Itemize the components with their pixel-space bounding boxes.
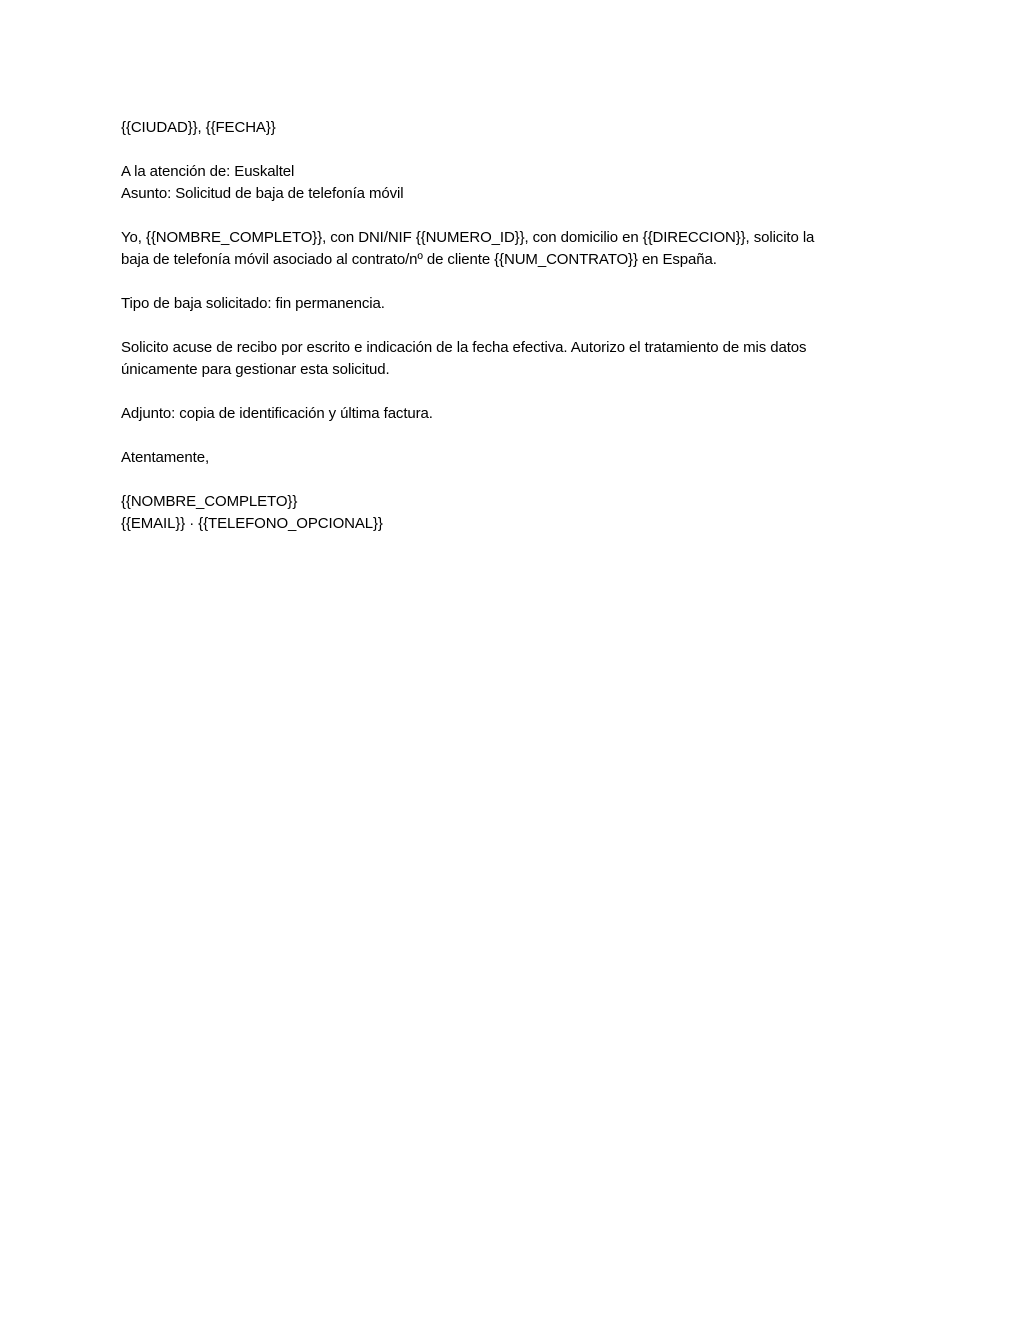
request-type-text: Tipo de baja solicitado: fin permanencia. (121, 295, 385, 312)
signature-block (121, 491, 900, 535)
attachments-paragraph (121, 403, 900, 425)
acknowledgement-line-1: Solicito acuse de recibo por escrito e indicación de la fecha efectiva. Autorizo el tratamiento de mis datos (121, 339, 807, 356)
signature-contact: {{EMAIL}} · {{TELEFONO_OPCIONAL}} (121, 515, 383, 532)
closing-text: Atentamente, (121, 449, 210, 466)
signature-name: {{NOMBRE_COMPLETO}} (121, 493, 298, 510)
attachments-text: Adjunto: copia de identificación y última factura. (121, 405, 433, 422)
subject-line: Asunto: Solicitud de baja de telefonía móvil (121, 185, 404, 202)
recipient-line: A la atención de: Euskaltel (121, 163, 295, 180)
dateline-paragraph (121, 117, 900, 139)
acknowledgement-line-2: únicamente para gestionar esta solicitud. (121, 361, 390, 378)
intro-paragraph (121, 227, 900, 271)
closing-paragraph (121, 447, 900, 469)
intro-line-2: baja de telefonía móvil asociado al contrato/nº de cliente {{NUM_CONTRATO}} en España. (121, 251, 717, 268)
dateline-text: {{CIUDAD}}, {{FECHA}} (121, 119, 276, 136)
intro-line-1: Yo, {{NOMBRE_COMPLETO}}, con DNI/NIF {{NUMERO_ID}}, con domicilio en {{DIRECCION}}, solicito la (121, 229, 815, 246)
recipient-block (121, 161, 900, 205)
request-type-paragraph (121, 293, 900, 315)
acknowledgement-paragraph (121, 337, 900, 381)
